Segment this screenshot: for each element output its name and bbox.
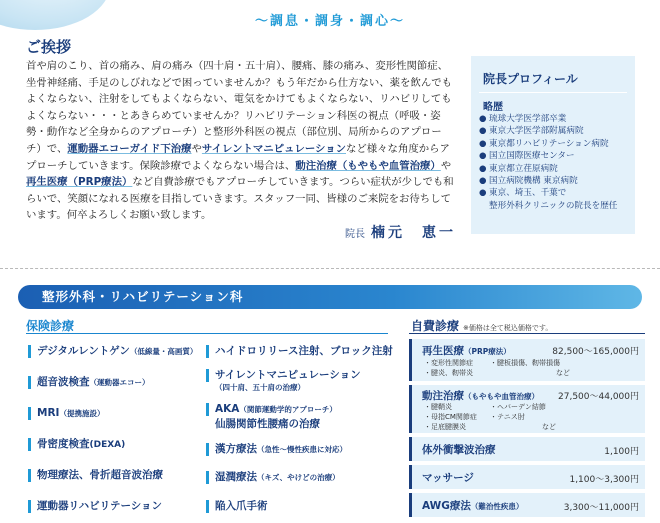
service-note: （運動器エコー） [89,378,150,387]
highlight-silent-manipulation: サイレントマニピュレーション [201,142,346,155]
greeting-text: 首や肩のこり、首の痛み、肩の痛み（四十肩・五十肩）、腰痛、膝の痛み、変形性関節症、坐骨神経痛、手足のしびれなどで困っていませんか？もう年だから仕方ない、薬を飲んでもよくならない、注射をしてもよくならない、電気をかけてもよくならない、リハビリしてもよくならない・・・とあきらめていませんか？リハビリテーション科医の視点（呼吸・姿勢・動作など全身からのアプローチ）と整形外科医の視点（部位別、局所からのアプローチ）で、 [26,60,453,155]
bullet-icon: ● [479,188,487,199]
service-note: （提携施設） [59,409,105,418]
indication: ・腱鞘炎 [424,403,452,411]
indication: など [542,423,556,431]
price-value: 3,300〜11,000円 [563,503,639,513]
list-item [479,138,617,150]
highlight-echo-guided: 運動器エコーガイド下治療 [67,142,192,155]
list-item-label: 東京都リハビリテーション病院 [489,138,609,149]
service-silent-manipulation [206,368,361,393]
department-banner: 整形外科・リハビリテーション科 [18,285,642,309]
highlight-arterial-injection: 動注治療（もやもや血管治療） [295,159,441,172]
greeting-text: など様々な角度からアプローチしていきます。保険診療でよくならない場合は、 [26,142,450,172]
signature-name: 楠元 恵一 [371,225,456,241]
list-item [479,175,617,187]
price-row-prp [409,339,645,381]
price-name-note: （もやもや血管治療） [464,392,539,401]
service-label: ハイドロリリース注射、ブロック注射 [215,345,393,357]
price-row-arterial-injection [409,385,645,433]
list-item [479,113,617,125]
service-label: 陥入爪手術 [215,500,268,512]
insurance-heading: 保険診療 [26,319,75,333]
price-row-massage [409,465,645,489]
self-pay-heading-rule [409,333,645,334]
list-item [479,200,617,212]
indication: など [556,369,570,377]
price-description [424,358,570,378]
price-name-label: 再生医療 [422,345,464,357]
bullet-icon: ● [479,176,487,187]
service-note: （関節運動学的アプローチ） [239,405,337,414]
bullet-icon: ● [479,114,487,124]
clinic-motto: ～調息・調身・調心～ [254,14,405,29]
service-label: AKA [215,403,240,415]
list-item-label: 琉球大学医学部卒業 [489,114,567,124]
greeting-text: や [191,142,202,155]
greeting-body [26,58,456,224]
price-name-label: 動注治療 [422,390,464,402]
list-item-label: 東京、埼玉、千葉で [489,188,567,199]
self-pay-heading-label: 自費診療 [411,319,460,333]
price-name-label: AWG療法 [422,500,471,512]
price-name [422,442,496,457]
service-kampo [206,442,347,457]
list-item [479,163,617,175]
indication: ・腱炎、靭帯炎 [424,369,473,377]
director-profile-box [471,56,635,234]
section-divider [0,268,660,269]
service-note: （急性〜慢性疾患に対応） [257,445,347,454]
price-value: 82,500〜165,000円 [552,347,639,357]
self-pay-heading [411,317,552,334]
service-moist-therapy [206,470,340,485]
indication: ・変形性関節症 [424,359,473,367]
price-name [422,470,474,485]
service-note: (DEXA) [89,440,126,450]
list-item-label: 東京都立荏原病院 [489,163,558,174]
price-name [422,388,539,403]
service-rehabilitation [28,499,162,513]
list-item [479,150,617,162]
service-hydrorelease [206,344,393,358]
indication: ・ヘバーデン結節 [490,403,546,411]
list-item-label: 整形外科クリニックの院長を歴任 [489,200,618,211]
list-item [479,125,617,137]
list-item-label: 国立国際医療センター [489,151,575,162]
price-name-label: 体外衝撃波治療 [422,444,496,456]
highlight-regenerative-medicine: 再生医療（PRP療法） [26,176,133,189]
service-label: 物理療法、骨折超音波治療 [37,469,163,481]
insurance-heading-rule [26,333,388,334]
service-label: 運動器リハビリテーション [37,500,163,512]
indication: ・足底腱膜炎 [424,423,466,431]
bullet-icon: ● [479,151,487,162]
greeting-text: など自費診療でもアプローチしていきます。つらい症状が少しでも和らいで、笑顔になれる医療を目指していきます。スタッフ一同、皆様のご来院をお待ちしています。何卒よろしくお願い致します。 [26,176,454,222]
price-name-note: （難治性疾患） [470,502,524,511]
profile-career-list [479,113,617,212]
price-name [422,498,523,513]
service-label: 骨密度検査 [37,438,90,450]
service-label-line2: 仙腸関節性腰痛の治療 [215,418,320,430]
self-pay-tax-note: ※価格は全て税込価格です。 [463,324,553,332]
price-name-note: （PRP療法） [464,347,511,356]
price-value: 1,100円 [604,447,639,457]
price-value: 1,100〜3,300円 [569,475,639,485]
service-label: 超音波検査 [37,376,90,388]
profile-career-heading: 略歴 [483,102,503,113]
service-aka [206,402,337,431]
service-ultrasound [28,375,150,390]
bullet-icon: ● [479,163,487,174]
service-ingrown-nail [206,499,268,513]
service-mri [28,406,104,421]
list-item-label: 国立病院機構 東京病院 [489,176,578,187]
list-item [479,187,617,199]
price-description [424,402,556,432]
price-value: 27,500〜44,000円 [558,392,639,402]
service-note: （四十肩、五十肩の治療） [215,383,305,392]
profile-divider [479,92,627,93]
signature-role: 院長 [345,229,365,240]
service-digital-xray [28,344,197,359]
profile-title: 院長プロフィール [483,72,578,86]
indication: ・腱板損傷、靭帯損傷 [490,359,560,367]
service-bone-density [28,437,125,452]
price-name [422,343,511,358]
price-row-shockwave [409,437,645,461]
service-label: 湿潤療法 [215,471,257,483]
service-label: MRI [37,407,60,419]
service-label: デジタルレントゲン [37,345,130,357]
bullet-icon: ● [479,126,487,137]
price-name-label: マッサージ [422,472,474,484]
service-note: （キズ、やけどの治療） [257,473,340,482]
service-physical-therapy [28,468,163,482]
list-item-label: 東京大学医学部附属病院 [489,126,584,137]
greeting-title: ご挨拶 [26,38,72,56]
service-label: 漢方療法 [215,443,257,455]
indication: ・テニス肘 [490,413,525,421]
director-signature [345,222,456,242]
indication: ・母指CM関節症 [424,413,477,421]
bullet-icon: ● [479,138,487,149]
greeting-text: や [440,159,452,172]
price-row-awg [409,493,645,517]
service-label: サイレントマニピュレーション [215,369,361,381]
service-note: （低線量・高画質） [129,347,198,356]
